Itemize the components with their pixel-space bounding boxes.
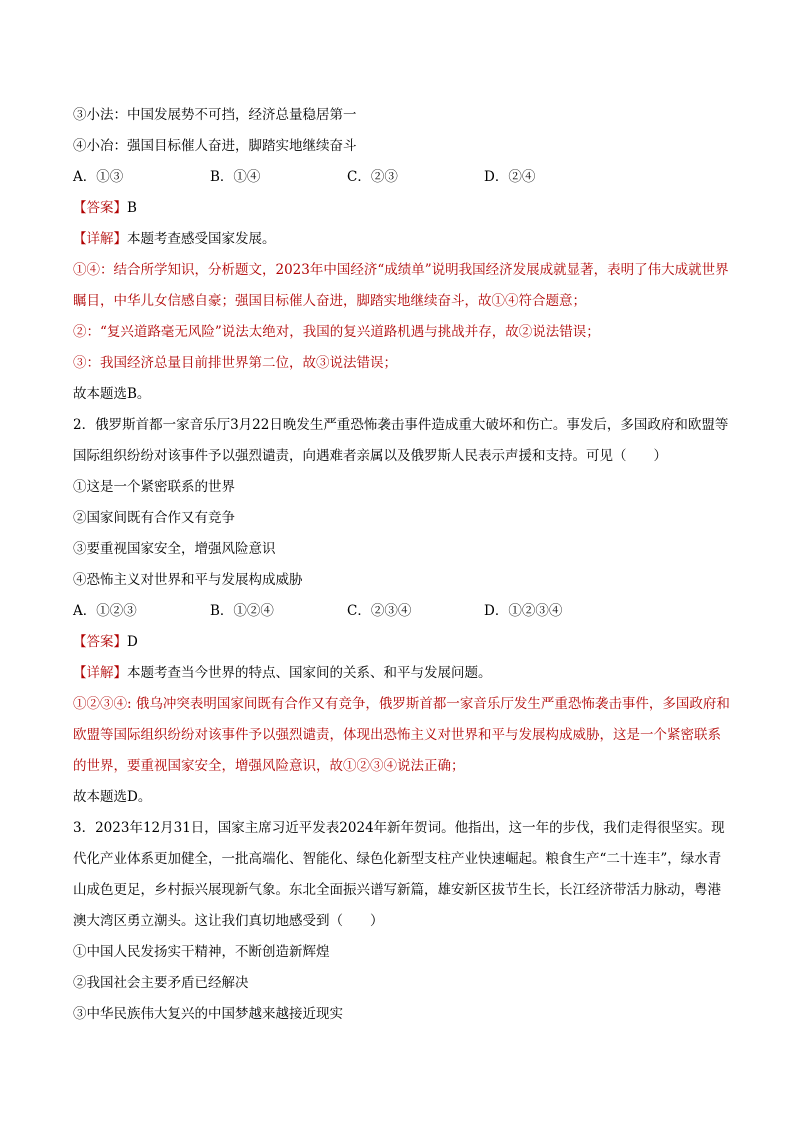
analysis-text: ：我国经济总量目前排世界第二位，故③说法错误； [86,355,397,371]
document-body [73,100,733,1030]
q2-answer [73,627,733,658]
q2-option-b: B．①②④ [210,603,274,619]
analysis-text: : 俄乌冲突表明国家间既有合作又有竞争，俄罗斯首都一家音乐厅发生严重恐怖袭击事件，多国政府和欧盟等国际组织纷纷对该事件予以强烈谴责，体现出恐怖主义对世界和平与发展构成威胁，这是一个紧密联系的世界，要重视国家安全，增强风险意识，故①②③④说法正确； [73,696,730,774]
detail-intro: 本题考查当今世界的特点、国家间的关系、和平与发展问题。 [127,665,492,681]
q1-analysis-3 [73,348,733,379]
q1-item-4: ④小冶：强国目标催人奋进，脚踏实地继续奋斗 [73,138,357,154]
q1-option-b: B．①④ [210,169,261,185]
q1-option-c: C．②③ [347,169,398,185]
q3-item-3: ③中华民族伟大复兴的中国梦越来越接近现实 [73,1006,343,1022]
q1-analysis-1 [73,255,733,317]
analysis-text: ：结合所学知识，分析题文，2023年中国经济“成绩单”说明我国经济发展成就显著，表明了伟大成就世界瞩目，中华儿女信感自豪；强国目标催人奋进，脚踏实地继续奋斗，故①④符合题意； [73,262,729,309]
analysis-text: ：“复兴道路毫无风险”说法太绝对，我国的复兴道路机遇与挑战并存，故②说法错误； [86,324,600,340]
answer-tag: 【答案】 [73,634,127,650]
detail-tag: 【详解】 [73,231,127,247]
q1-option-a: A．①③ [73,169,124,185]
q1-options [73,162,733,193]
detail-intro: 本题考查感受国家发展。 [127,231,276,247]
q2-item-1: ①这是一个紧密联系的世界 [73,479,235,495]
q1-option-d: D．②④ [484,169,536,185]
q2-option-a: A．①②③ [73,603,137,619]
q1-analysis-2 [73,317,733,348]
q3-stem: 3．2023年12月31日，国家主席习近平发表2024年新年贺词。他指出，这一年的步伐，我们走得很坚实。现代化产业体系更加健全，一批高端化、智能化、绿色化新型支柱产业快速崛起。粮食生产“二十连丰”，绿水青山成色更足，乡村振兴展现新气象。东北全面振兴谱写新篇，雄安新区拔节生长，长江经济带活力脉动，粤港澳大湾区勇立潮头。这让我们真切地感受到（ ） [73,820,725,929]
q2-options [73,596,733,627]
q2-item-4: ④恐怖主义对世界和平与发展构成威胁 [73,572,303,588]
q1-conclusion: 故本题选B。 [73,386,151,402]
analysis-marker: ② [73,324,87,340]
q1-answer [73,193,733,224]
q2-stem: 2．俄罗斯首都一家音乐厅3月22日晚发生严重恐怖袭击事件造成重大破坏和伤亡。事发后，多国政府和欧盟等国际组织纷纷对该事件予以强烈谴责，向遇难者亲属以及俄罗斯人民表示声援和支持。可见（ ） [73,417,729,464]
q2-analysis [73,689,733,782]
analysis-marker: ①②③④ [73,696,127,712]
analysis-marker: ①④ [73,262,100,278]
answer-value: D [127,634,138,650]
q3-item-1: ①中国人民发扬实干精神，不断创造新辉煌 [73,944,330,960]
detail-tag: 【详解】 [73,665,127,681]
answer-tag: 【答案】 [73,200,127,216]
q2-option-c: C．②③④ [347,603,412,619]
analysis-marker: ③ [73,355,87,371]
q2-item-2: ②国家间既有合作又有竞争 [73,510,235,526]
q3-item-2: ②我国社会主要矛盾已经解决 [73,975,249,991]
q2-option-d: D．①②③④ [484,603,563,619]
q2-item-3: ③要重视国家安全，增强风险意识 [73,541,276,557]
q1-item-3: ③小法：中国发展势不可挡，经济总量稳居第一 [73,107,357,123]
q2-conclusion: 故本题选D。 [73,789,152,805]
q2-detail [73,658,733,689]
answer-value: B [127,200,137,216]
q1-detail [73,224,733,255]
